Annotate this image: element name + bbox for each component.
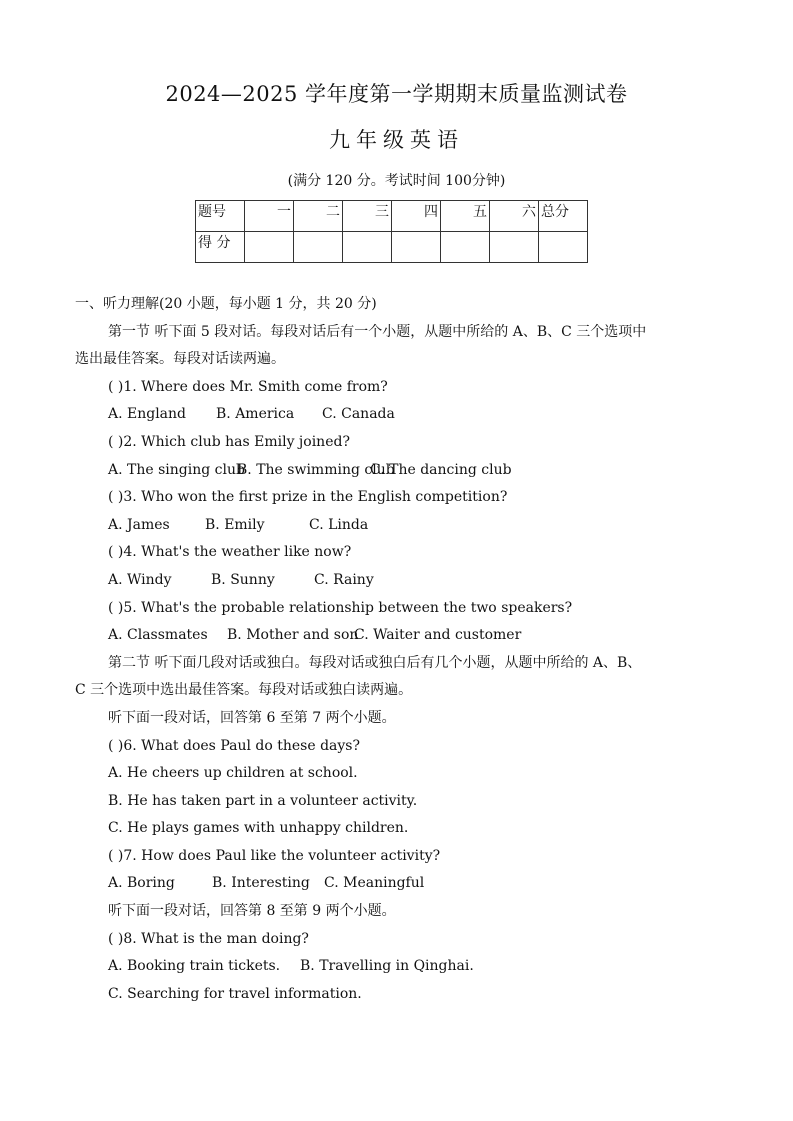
- question-2-options: [75, 457, 725, 485]
- question-1: ( )1. Where does Mr. Smith come from?: [108, 378, 388, 395]
- score-header-6: 六: [490, 201, 539, 232]
- score-cell-5[interactable]: [441, 232, 490, 263]
- question-8-options: [75, 953, 725, 981]
- part1-instruction-cont: 选出最佳答案。每段对话读两遍。: [75, 351, 285, 368]
- score-table-header-row: [196, 201, 588, 232]
- option-b: B. Interesting: [212, 875, 310, 892]
- score-cell-1[interactable]: [245, 232, 294, 263]
- option-c: C. The dancing club: [370, 461, 512, 478]
- question-8: ( )8. What is the man doing?: [108, 930, 309, 947]
- score-header-1: 一: [245, 201, 294, 232]
- score-header-2: 二: [294, 201, 343, 232]
- option-c: C. Linda: [309, 516, 369, 533]
- option-c: C. Canada: [322, 406, 395, 423]
- option-b: B. Sunny: [211, 571, 275, 588]
- score-cell-2[interactable]: [294, 232, 343, 263]
- question-6-option-b: B. He has taken part in a volunteer activity.: [108, 792, 418, 809]
- exam-body: [75, 291, 725, 1008]
- question-6-option-c: C. He plays games with unhappy children.: [108, 820, 409, 837]
- dialog-6-7-instruction: 听下面一段对话，回答第 6 至第 7 两个小题。: [108, 709, 396, 726]
- score-header-5: 五: [441, 201, 490, 232]
- option-a: A. Classmates: [108, 627, 208, 644]
- exam-subject: 九年级英语: [329, 128, 464, 152]
- question-2: ( )2. Which club has Emily joined?: [108, 433, 350, 450]
- score-cell-4[interactable]: [392, 232, 441, 263]
- option-a: A. Windy: [108, 571, 172, 588]
- option-c: C. Meaningful: [324, 875, 425, 892]
- part1-instruction: 第一节 听下面 5 段对话。每段对话后有一个小题，从题中所给的 A、B、C 三个选项中: [108, 323, 647, 340]
- option-b: B. Mother and son: [227, 627, 359, 644]
- option-a: A. Booking train tickets.: [108, 958, 281, 975]
- score-table: [195, 200, 588, 263]
- option-b: B. Emily: [205, 516, 265, 533]
- question-4: ( )4. What's the weather like now?: [108, 544, 352, 561]
- question-1-options: [75, 401, 725, 429]
- score-cell-3[interactable]: [343, 232, 392, 263]
- option-a: A. Boring: [108, 875, 175, 892]
- dialog-8-9-instruction: 听下面一段对话，回答第 8 至第 9 两个小题。: [108, 903, 396, 920]
- option-b: B. Travelling in Qinghai.: [300, 958, 474, 975]
- option-a: A. The singing club: [108, 461, 245, 478]
- question-6: ( )6. What does Paul do these days?: [108, 737, 360, 754]
- option-a: A. James: [108, 516, 170, 533]
- question-5: ( )5. What's the probable relationship between the two speakers?: [108, 599, 573, 616]
- question-6-option-a: A. He cheers up children at school.: [108, 765, 358, 782]
- part2-instruction-cont: C 三个选项中选出最佳答案。每段对话或独白读两遍。: [75, 682, 413, 699]
- score-header-4: 四: [392, 201, 441, 232]
- score-header-label: 题号: [196, 201, 245, 232]
- question-5-options: [75, 622, 725, 650]
- question-3-options: [75, 512, 725, 540]
- option-a: A. England: [108, 406, 187, 423]
- option-b: B. America: [216, 406, 295, 423]
- score-table-score-row: [196, 232, 588, 263]
- question-8-option-c: C. Searching for travel information.: [108, 985, 362, 1002]
- question-3: ( )3. Who won the first prize in the English competition?: [108, 489, 508, 506]
- question-4-options: [75, 567, 725, 595]
- option-c: C. Waiter and customer: [354, 627, 522, 644]
- score-cell-total[interactable]: [539, 232, 588, 263]
- option-c: C. Rainy: [314, 571, 374, 588]
- question-7-options: [75, 870, 725, 898]
- section-heading: 一、听力理解(20 小题，每小题 1 分，共 20 分): [75, 296, 377, 312]
- exam-note: (满分 120 分。考试时间 100分钟): [287, 173, 506, 189]
- exam-title: 2024—2025 学年度第一学期期末质量监测试卷: [165, 82, 628, 106]
- part2-instruction: 第二节 听下面几段对话或独白。每段对话或独白后有几个小题，从题中所给的 A、B、: [108, 654, 642, 671]
- question-7: ( )7. How does Paul like the volunteer activity?: [108, 847, 441, 864]
- option-b: B. The swimming club: [237, 461, 395, 478]
- score-header-3: 三: [343, 201, 392, 232]
- score-header-total: 总分: [539, 201, 588, 232]
- score-row-label: 得 分: [196, 232, 245, 263]
- score-cell-6[interactable]: [490, 232, 539, 263]
